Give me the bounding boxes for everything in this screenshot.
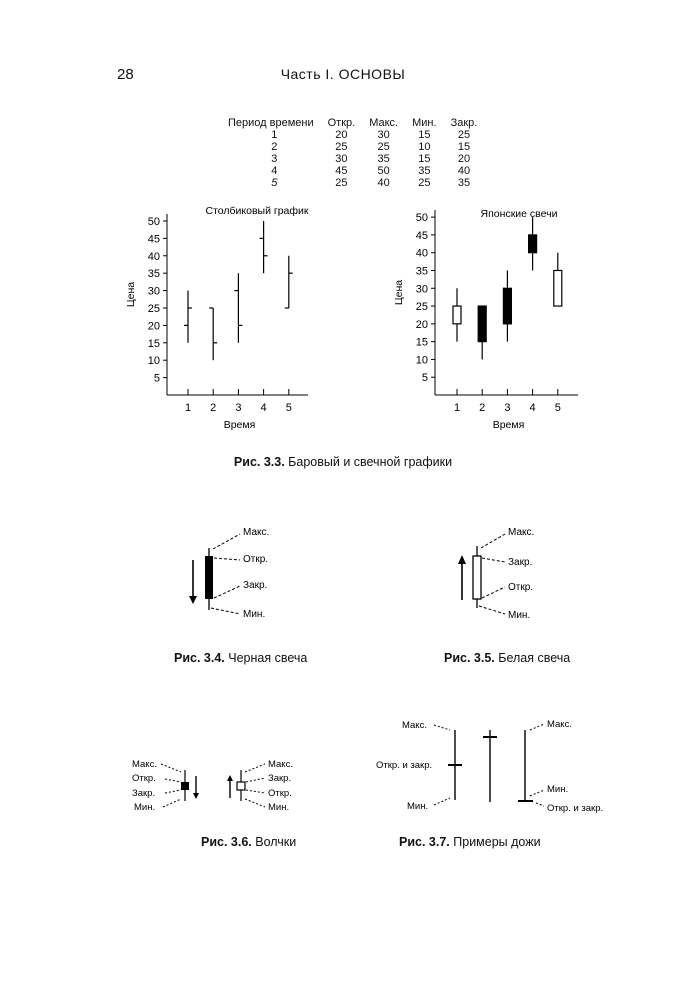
chart-1-y-label: Цена <box>125 281 137 308</box>
chart-2-y-tick-label: 45 <box>415 229 428 242</box>
leader-line <box>161 764 181 772</box>
leader-line <box>163 799 181 807</box>
table-cell: 10 <box>418 141 431 153</box>
table-cell: 25 <box>377 141 390 153</box>
chart-1-x-tick-label: 1 <box>184 402 192 414</box>
chart-1-y-tick-label: 15 <box>147 337 160 350</box>
caption-text: Белая свеча <box>494 651 571 665</box>
table-cell: 35 <box>457 177 471 189</box>
chart-2-y-tick-label: 25 <box>415 301 428 314</box>
label-low: Мин. <box>407 801 429 812</box>
chart-1-title: Столбиковый график <box>205 205 309 217</box>
caption-fig-3-7 <box>399 835 541 849</box>
leader-line <box>245 764 265 772</box>
chart-2-y-tick-label: 10 <box>415 354 428 367</box>
label-close: Закр. <box>243 580 268 591</box>
caption-text: Черная свеча <box>224 651 308 665</box>
table-cell: 25 <box>335 177 348 189</box>
label-high: Макс. <box>547 719 572 730</box>
label-open-close: Откр. и закр. <box>547 803 604 814</box>
label-high: Макс. <box>243 527 270 538</box>
ohlc-charts <box>0 0 686 450</box>
leader-line <box>246 778 265 782</box>
chart-1-x-label: Время <box>223 419 256 431</box>
label-close: Закр. <box>268 773 292 784</box>
chart-2-candle-body-white <box>453 306 461 324</box>
up-arrow-icon <box>458 555 466 564</box>
table-header: Период времени <box>228 117 314 129</box>
label-open: Закр. <box>508 557 533 568</box>
leader-line <box>434 725 450 730</box>
leader-line <box>481 534 505 548</box>
leader-line <box>214 586 240 598</box>
leader-line <box>213 534 240 549</box>
label-low: Мин. <box>243 609 266 620</box>
leader-line <box>530 790 544 796</box>
label-open: Откр. <box>132 773 156 784</box>
chart-1-y-tick-label: 25 <box>147 302 160 315</box>
table-header: Откр. <box>327 117 356 129</box>
chart-1-y-tick-label: 5 <box>153 372 160 385</box>
leader-line <box>165 779 181 782</box>
caption-number: Рис. 3.3. <box>233 455 285 469</box>
chart-1-y-tick-label: 45 <box>147 233 160 246</box>
chart-2-y-tick-label: 40 <box>415 247 428 260</box>
table-cell: 4 <box>271 165 278 177</box>
label-high: Макс. <box>268 759 293 770</box>
label-open: Откр. <box>268 788 292 799</box>
label-low: Мин. <box>508 610 531 621</box>
chart-2-y-tick-label: 20 <box>415 318 428 331</box>
chart-2-candle-body-white <box>554 270 562 306</box>
table-header: Закр. <box>450 117 478 129</box>
doji-figure <box>370 710 620 820</box>
candle-body-white <box>237 782 245 790</box>
caption-number: Рис. 3.7. <box>399 835 450 849</box>
chart-1-y-tick-label: 10 <box>147 355 160 368</box>
label-close: Откр. <box>508 582 534 593</box>
candle-body-black <box>205 556 213 599</box>
leader-line <box>434 798 450 805</box>
chart-2-y-tick-label: 35 <box>415 265 428 278</box>
table-cell: 30 <box>377 129 390 141</box>
down-arrow-icon <box>193 793 199 799</box>
caption-number: Рис. 3.5. <box>444 651 495 665</box>
chart-1-x-tick-label: 2 <box>210 402 217 414</box>
chart-2-title: Японские свечи <box>480 208 558 220</box>
chart-2-x-tick-label: 2 <box>479 402 486 414</box>
chart-2-candle-body-black <box>529 235 537 253</box>
label-high: Макс. <box>132 759 157 770</box>
candle-body-black <box>181 782 189 790</box>
chart-2-y-tick-label: 30 <box>415 283 428 296</box>
page-number: 28 <box>117 66 134 83</box>
table-cell: 3 <box>271 153 278 165</box>
black-candle-figure <box>180 520 300 630</box>
chart-2-x-tick-label: 4 <box>529 402 536 414</box>
chart-2-x-tick-label: 3 <box>504 402 511 414</box>
caption-fig-3-5 <box>444 651 570 665</box>
table-cell: 30 <box>335 153 348 165</box>
down-arrow-icon <box>189 596 197 604</box>
table-cell: 40 <box>457 165 471 177</box>
up-arrow-icon <box>227 775 233 781</box>
leader-line <box>536 803 544 806</box>
label-open-close: Откр. и закр. <box>376 760 433 771</box>
table-header: Мин. <box>412 117 437 129</box>
leader-line <box>211 608 240 614</box>
table-cell: 15 <box>418 153 431 165</box>
table-cell: 2 <box>271 141 278 153</box>
leader-line <box>479 606 505 614</box>
chart-1-x-tick-label: 4 <box>260 402 267 414</box>
caption-fig-3-3 <box>0 455 686 469</box>
leader-line <box>245 799 265 807</box>
spinning-tops-figure <box>125 750 315 820</box>
label-low: Мин. <box>547 784 569 795</box>
table-cell: 35 <box>418 165 431 177</box>
chart-1-y-tick-label: 35 <box>147 268 160 281</box>
chart-2-y-tick-label: 5 <box>421 372 428 385</box>
chart-1-y-tick-label: 20 <box>147 320 160 333</box>
chart-2-x-label: Время <box>492 419 525 431</box>
table-cell: 25 <box>457 129 471 141</box>
chart-1-y-tick-label: 50 <box>147 215 160 228</box>
leader-line <box>165 790 181 793</box>
label-close: Закр. <box>132 788 156 799</box>
table-cell: 15 <box>418 129 431 141</box>
table-cell: 25 <box>418 177 431 189</box>
chart-2-x-tick-label: 1 <box>453 402 461 414</box>
table-cell: 20 <box>457 153 471 165</box>
table-cell: 5 <box>271 177 278 189</box>
caption-number: Рис. 3.4. <box>174 651 225 665</box>
label-high: Макс. <box>402 720 427 731</box>
label-open: Откр. <box>243 554 269 565</box>
caption-fig-3-6 <box>201 835 296 849</box>
chart-1-y-tick-label: 40 <box>147 250 160 263</box>
chart-1-x-tick-label: 5 <box>285 402 292 414</box>
running-header: Часть I. ОСНОВЫ <box>280 66 406 82</box>
table-cell: 50 <box>377 165 390 177</box>
caption-number: Рис. 3.6. <box>201 835 252 849</box>
table-header: Макс. <box>369 117 399 129</box>
table-cell: 15 <box>457 141 471 153</box>
chart-2-candle-body-black <box>503 288 511 324</box>
leader-line <box>214 558 240 560</box>
table-cell: 20 <box>335 129 348 141</box>
candle-body-white <box>473 556 481 599</box>
label-low: Мин. <box>134 802 156 813</box>
table-cell: 35 <box>377 153 390 165</box>
leader-line <box>482 587 505 598</box>
leader-line <box>530 724 544 730</box>
chart-2-x-tick-label: 5 <box>554 402 561 414</box>
table-cell: 25 <box>335 141 348 153</box>
caption-text: Волчки <box>251 835 297 849</box>
leader-line <box>246 790 265 793</box>
chart-2-y-label: Цена <box>393 279 405 306</box>
chart-1-y-tick-label: 30 <box>147 285 160 298</box>
table-cell: 45 <box>335 165 348 177</box>
chart-2-candle-body-black <box>478 306 486 342</box>
label-high: Макс. <box>508 527 535 538</box>
table-cell: 40 <box>377 177 390 189</box>
chart-2-y-tick-label: 15 <box>415 336 428 349</box>
white-candle-figure <box>450 520 570 630</box>
caption-text: Баровый и свечной графики <box>284 455 453 469</box>
chart-1-x-tick-label: 3 <box>235 402 242 414</box>
leader-line <box>482 558 505 562</box>
chart-2-y-tick-label: 50 <box>415 212 428 225</box>
label-low: Мин. <box>268 802 290 813</box>
table-cell: 1 <box>271 129 278 141</box>
caption-text: Примеры дожи <box>449 835 541 849</box>
caption-fig-3-4 <box>174 651 307 665</box>
